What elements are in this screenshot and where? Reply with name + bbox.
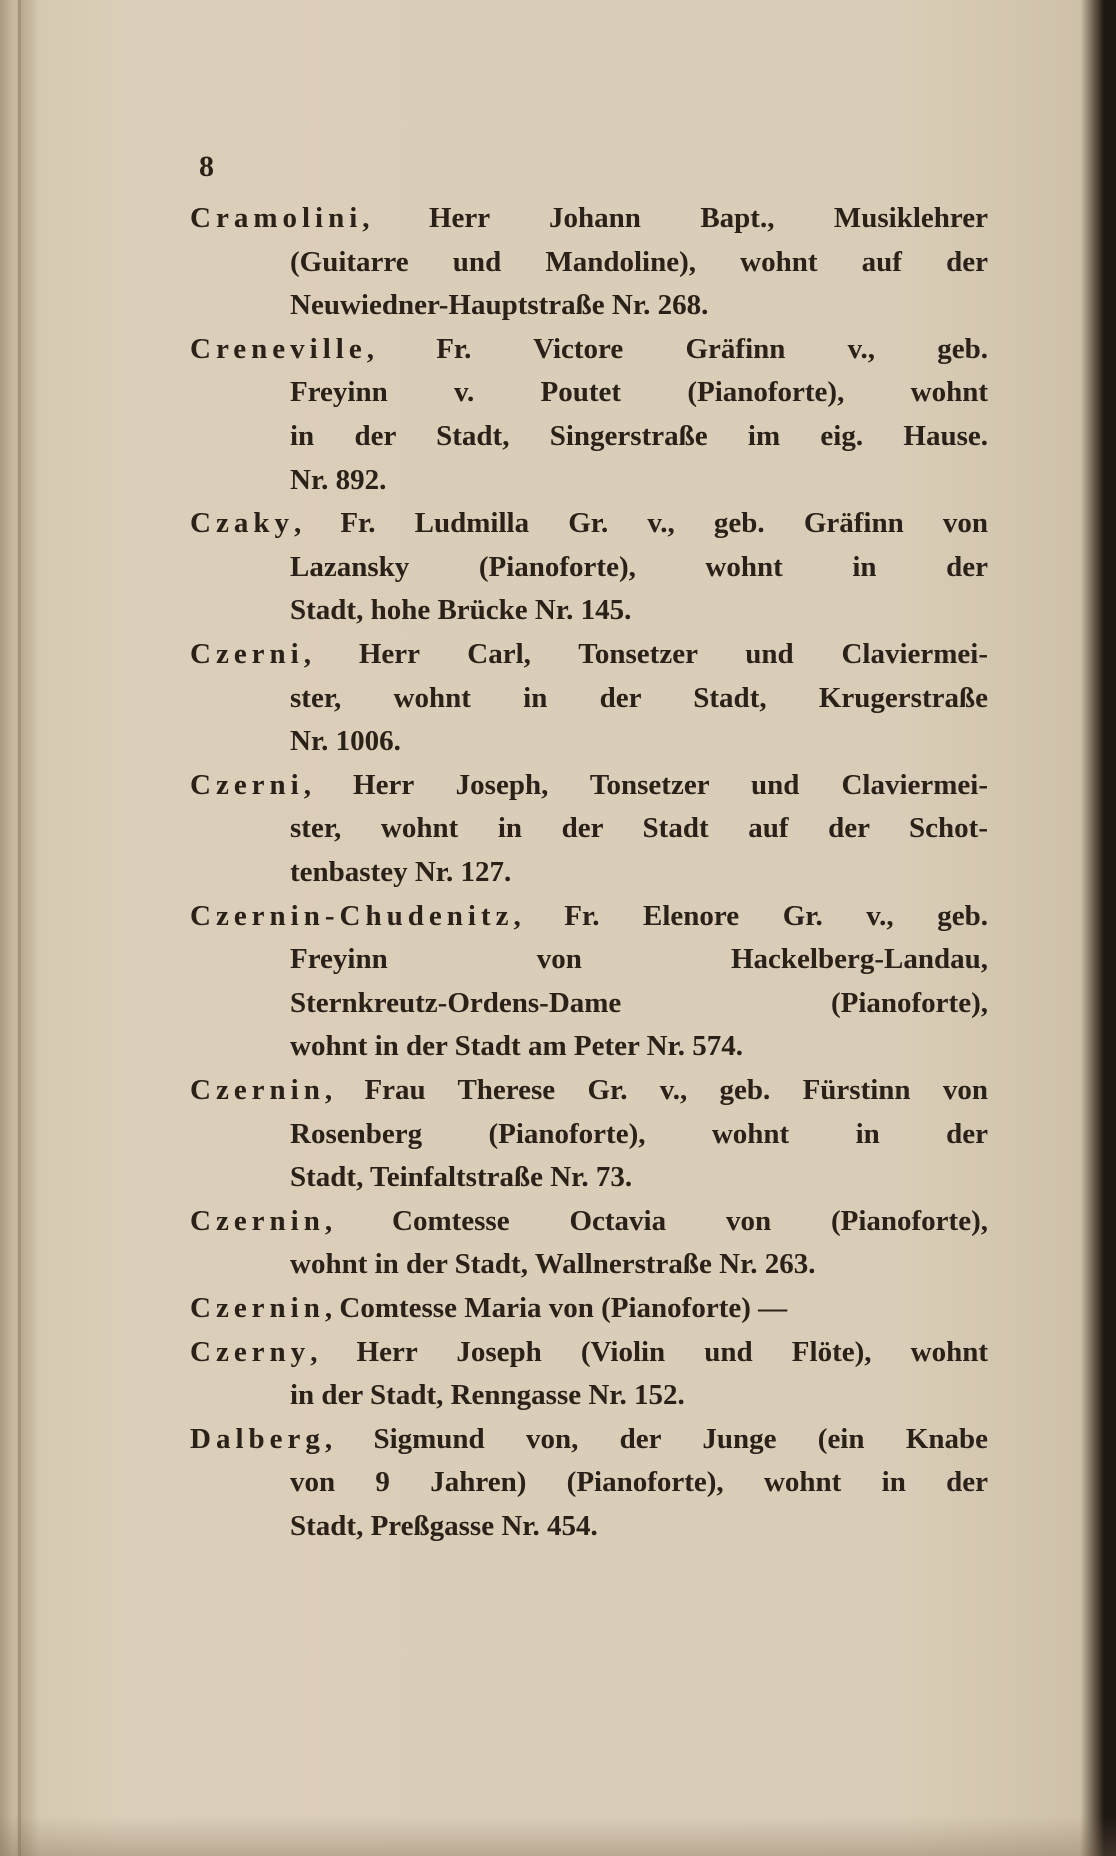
- entry-text: tenbastey Nr. 127.: [290, 856, 512, 888]
- entry-text: Nr. 1006.: [290, 725, 401, 758]
- entry-text: , Comtesse Octavia von (Pianoforte),: [324, 1204, 988, 1237]
- entry-continuation-line: [290, 1462, 988, 1502]
- entry-headword: Creneville: [190, 332, 367, 365]
- entry-headword: Czaky: [190, 507, 294, 540]
- entry-headword: Czerny: [190, 1335, 311, 1368]
- entry-text: , Sigmund von, der Junge (ein Knabe: [324, 1422, 988, 1455]
- entry-text: wohnt in der Stadt, Wallnerstraße Nr. 263.: [290, 1248, 816, 1281]
- entry-first-line: [190, 896, 988, 936]
- page-number: 8: [199, 150, 214, 183]
- entry-text: , Herr Joseph (Violin und Flöte), wohnt: [310, 1335, 988, 1368]
- entry-continuation-line: [290, 678, 988, 718]
- entry-text: , Comtesse Maria von (Pianoforte) —: [324, 1292, 788, 1324]
- entry-text: , Herr Carl, Tonsetzer und Claviermei-: [303, 638, 988, 670]
- entry-text: Neuwiedner-Hauptstraße Nr. 268.: [290, 289, 709, 322]
- entry-text: , Herr Johann Bapt., Musiklehrer: [362, 202, 988, 234]
- entry-headword: Czernin: [190, 1074, 325, 1106]
- entry-text: , Fr. Ludmilla Gr. v., geb. Gräfinn von: [293, 507, 988, 540]
- entry-text: Sternkreutz-Ordens-Dame (Pianoforte),: [290, 986, 988, 1019]
- entry-first-line: [190, 765, 988, 805]
- entry-text: Stadt, hohe Brücke Nr. 145.: [290, 594, 632, 627]
- entry-headword: Czernin: [190, 1292, 325, 1324]
- entry-text: (Guitarre und Mandoline), wohnt auf der: [290, 245, 988, 278]
- entry-continuation-line: [290, 285, 988, 325]
- entry-continuation-line: [290, 547, 988, 587]
- entry-continuation-line: [290, 852, 988, 892]
- entry-first-line: [190, 1288, 988, 1328]
- entry-first-line: [190, 329, 988, 369]
- entry-text: ster, wohnt in der Stadt auf der Schot-: [290, 812, 988, 845]
- entry-continuation-line: [290, 808, 988, 848]
- entry-continuation-line: [290, 1157, 988, 1197]
- entry-continuation-line: [290, 242, 988, 282]
- entry-headword: Czernin: [190, 1204, 325, 1237]
- entry-headword: Cramolini: [190, 202, 363, 234]
- entry-text: , Fr. Victore Gräfinn v., geb.: [366, 332, 988, 365]
- entry-text: Nr. 892.: [290, 463, 387, 496]
- entry-continuation-line: [290, 416, 988, 456]
- entry-text: , Herr Joseph, Tonsetzer und Claviermei-: [303, 768, 988, 801]
- entry-headword: Dalberg: [190, 1422, 325, 1455]
- entry-continuation-line: [290, 460, 988, 500]
- entry-text: Freyinn von Hackelberg-Landau,: [290, 943, 988, 976]
- entry-text: in der Stadt, Renngasse Nr. 152.: [290, 1379, 685, 1412]
- entry-continuation-line: [290, 983, 988, 1023]
- entry-continuation-line: [290, 590, 988, 630]
- entry-first-line: [190, 198, 988, 238]
- entry-headword: Czerni: [190, 768, 304, 801]
- entry-text: Stadt, Preßgasse Nr. 454.: [290, 1510, 598, 1542]
- entry-text: in der Stadt, Singerstraße im eig. Hause.: [290, 420, 988, 452]
- entry-first-line: [190, 634, 988, 674]
- page-bottom-shadow: [0, 1816, 1116, 1856]
- entry-continuation-line: [290, 1375, 988, 1415]
- entry-continuation-line: [290, 1506, 988, 1546]
- entry-continuation-line: [290, 372, 988, 412]
- entry-continuation-line: [290, 1114, 988, 1154]
- page-gutter-edge: [18, 0, 21, 1856]
- entry-text: ster, wohnt in der Stadt, Krugerstraße: [290, 681, 988, 714]
- entry-text: Rosenberg (Pianoforte), wohnt in der: [290, 1117, 988, 1150]
- entry-continuation-line: [290, 721, 988, 761]
- entry-text: wohnt in der Stadt am Peter Nr. 574.: [290, 1030, 743, 1063]
- entry-continuation-line: [290, 939, 988, 979]
- entry-first-line: [190, 503, 988, 543]
- entry-text: von 9 Jahren) (Pianoforte), wohnt in der: [290, 1466, 988, 1499]
- entry-first-line: [190, 1201, 988, 1241]
- entry-text: Lazansky (Pianoforte), wohnt in der: [290, 550, 988, 583]
- entry-text: Stadt, Teinfaltstraße Nr. 73.: [290, 1161, 633, 1194]
- entry-continuation-line: [290, 1026, 988, 1066]
- entry-headword: Czernin-Chudenitz: [190, 899, 514, 932]
- entry-first-line: [190, 1070, 988, 1110]
- entry-continuation-line: [290, 1244, 988, 1284]
- entry-first-line: [190, 1332, 988, 1372]
- entry-first-line: [190, 1419, 988, 1459]
- entry-text: , Frau Therese Gr. v., geb. Fürstinn von: [324, 1074, 988, 1106]
- entry-text: , Fr. Elenore Gr. v., geb.: [513, 899, 988, 932]
- entry-headword: Czerni: [190, 638, 304, 670]
- entry-text: Freyinn v. Poutet (Pianoforte), wohnt: [290, 376, 988, 409]
